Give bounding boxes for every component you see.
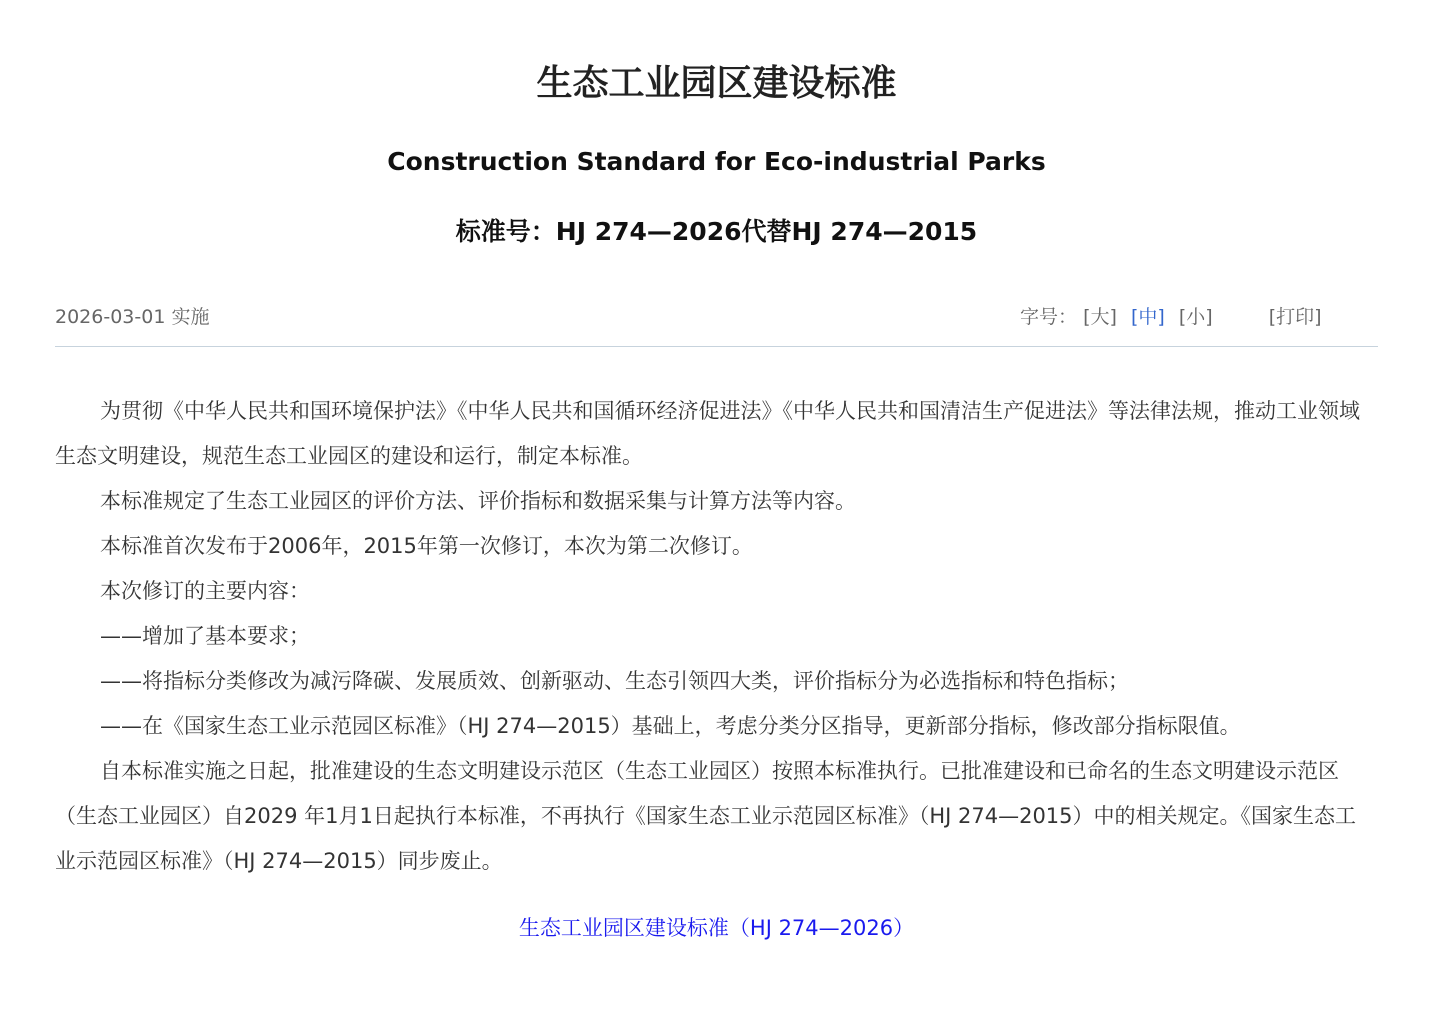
document-attachment-link[interactable]: 生态工业园区建设标准（HJ 274—2026）: [518, 916, 915, 940]
paragraph: ——在《国家生态工业示范园区标准》（HJ 274—2015）基础上，考虑分类分区指导，更新部分指标，修改部分指标限值。: [100, 714, 1241, 738]
page-title: 生态工业园区建设标准: [536, 63, 897, 104]
document-link-row: [55, 906, 1378, 951]
meta-bar: [55, 300, 1378, 334]
standard-number: 标准号：HJ 274—2026代替HJ 274—2015: [455, 217, 978, 246]
font-small-button[interactable]: [小]: [1178, 306, 1213, 328]
paragraph: 本标准首次发布于2006年，2015年第一次修订，本次为第二次修订。: [100, 534, 753, 558]
paragraph: ——增加了基本要求；: [100, 624, 310, 648]
print-button[interactable]: [打印]: [1268, 306, 1322, 328]
font-size-label: 字号：: [1020, 306, 1078, 328]
header-divider: [55, 346, 1378, 347]
font-size-controls: [1020, 300, 1322, 334]
implementation-date: 2026-03-01 实施: [55, 306, 210, 328]
paragraph: 本标准规定了生态工业园区的评价方法、评价指标和数据采集与计算方法等内容。: [100, 489, 856, 513]
document-body: [55, 389, 1370, 884]
paragraph: ——将指标分类修改为减污降碳、发展质效、创新驱动、生态引领四大类，评价指标分为必选指标和特色指标；: [100, 669, 1129, 693]
english-title: Construction Standard for Eco-industrial Parks: [387, 147, 1046, 176]
font-large-button[interactable]: [大]: [1083, 306, 1117, 328]
paragraph: 为贯彻《中华人民共和国环境保护法》《中华人民共和国循环经济促进法》《中华人民共和国清洁生产促进法》等法律法规，推动工业领域生态文明建设，规范生态工业园区的建设和运行，制定本标准。: [55, 399, 1360, 468]
paragraph: 本次修订的主要内容：: [100, 579, 310, 603]
paragraph: 自本标准实施之日起，批准建设的生态文明建设示范区（生态工业园区）按照本标准执行。已批准建设和已命名的生态文明建设示范区（生态工业园区）自2029 年1月1日起执行本标准，不再执行《国家生态工业示范园区标准》（HJ 274—2015）中的相关规定。《国家生态工业示范园区标准》（HJ 274—2015）同步废止。: [55, 759, 1357, 873]
font-medium-button[interactable]: [中]: [1130, 306, 1165, 328]
